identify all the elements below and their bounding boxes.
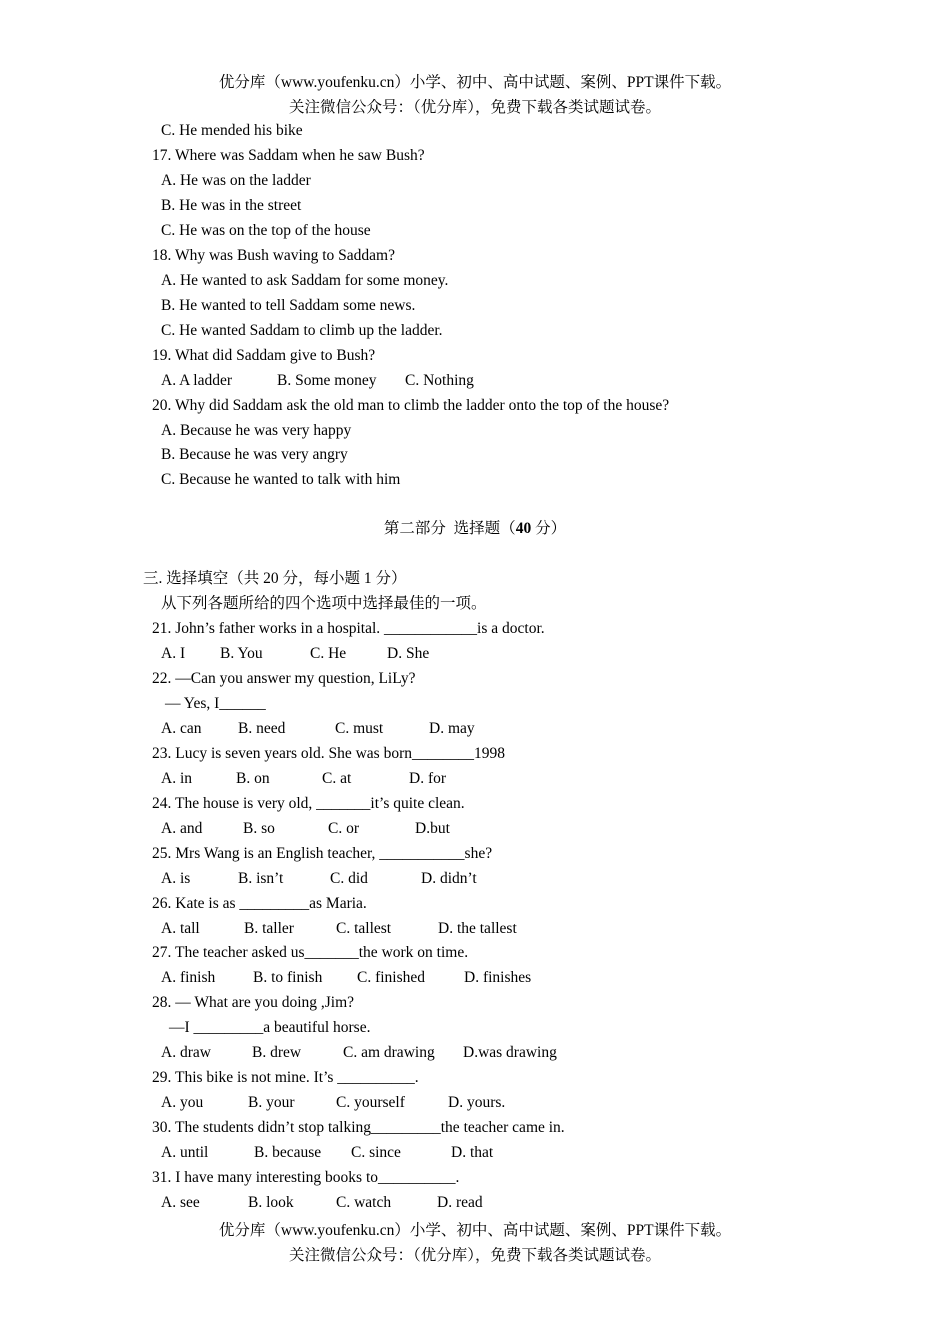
- q23-option-c: C. at: [322, 770, 352, 787]
- q31-option-c: C. watch: [336, 1194, 392, 1211]
- q30-option-d: D. that: [451, 1144, 494, 1161]
- q30-option-b: B. because: [254, 1144, 322, 1161]
- q25-stem: 25. Mrs Wang is an English teacher, ___________she?: [152, 845, 493, 862]
- q27-stem: 27. The teacher asked us_______the work on time.: [152, 944, 469, 961]
- q30-option-a: A. until: [161, 1144, 209, 1161]
- q20-stem: 20. Why did Saddam ask the old man to climb the ladder onto the top of the house?: [152, 397, 670, 414]
- q23-option-a: A. in: [161, 770, 192, 787]
- section-instruction: 从下列各题所给的四个选项中选择最佳的一项。: [161, 595, 487, 612]
- q20-option-b: B. Because he was very angry: [161, 446, 348, 463]
- q21-option-c: C. He: [310, 645, 347, 662]
- q26-option-a: A. tall: [161, 920, 200, 937]
- q24-option-a: A. and: [161, 820, 203, 837]
- q31-stem: 31. I have many interesting books to__________.: [152, 1169, 460, 1186]
- q22-reply: — Yes, I______: [165, 695, 266, 712]
- q24-option-b: B. so: [243, 820, 275, 837]
- q27-option-b: B. to finish: [253, 969, 323, 986]
- q19-option-c: C. Nothing: [405, 372, 474, 389]
- q21-stem: 21. John’s father works in a hospital. ____________is a doctor.: [152, 620, 545, 637]
- q31-option-a: A. see: [161, 1194, 200, 1211]
- q20-option-c: C. Because he wanted to talk with him: [161, 471, 401, 488]
- q25-option-a: A. is: [161, 870, 191, 887]
- q31-options: [0, 1193, 950, 1293]
- header-line-1: 优分库（www.youfenku.cn）小学、初中、高中试题、案例、PPT课件下载。: [218, 74, 732, 91]
- q22-stem: 22. —Can you answer my question, LiLy?: [152, 670, 416, 687]
- q29-option-c: C. yourself: [336, 1094, 405, 1111]
- q26-option-c: C. tallest: [336, 920, 392, 937]
- q26-stem: 26. Kate is as _________as Maria.: [152, 895, 367, 912]
- q17-option-b: B. He was in the street: [161, 197, 302, 214]
- q20-option-a: A. Because he was very happy: [161, 422, 352, 439]
- q22-option-c: C. must: [335, 720, 384, 737]
- q31-option-b: B. look: [248, 1194, 294, 1211]
- q28-option-a: A. draw: [161, 1044, 211, 1061]
- header-line-2: 关注微信公众号：（优分库），免费下载各类试题试卷。: [288, 99, 661, 116]
- q19-option-b: B. Some money: [277, 372, 377, 389]
- q19-option-a: A. A ladder: [161, 372, 233, 389]
- q18-option-c: C. He wanted Saddam to climb up the ladder.: [161, 322, 443, 339]
- q24-option-d: D.but: [415, 820, 450, 837]
- q22-option-b: B. need: [238, 720, 286, 737]
- q22-option-d: D. may: [429, 720, 475, 737]
- q18-option-a: A. He wanted to ask Saddam for some money.: [161, 272, 449, 289]
- q18-stem: 18. Why was Bush waving to Saddam?: [152, 247, 395, 264]
- footer-line-2: 关注微信公众号：（优分库），免费下载各类试题试卷。: [288, 1247, 661, 1264]
- q24-stem: 24. The house is very old, _______it’s quite clean.: [152, 795, 465, 812]
- q17-option-a: A. He was on the ladder: [161, 172, 311, 189]
- q25-option-b: B. isn’t: [238, 870, 284, 887]
- q30-stem: 30. The students didn’t stop talking_________the teacher came in.: [152, 1119, 565, 1136]
- q21-option-a: A. I: [161, 645, 186, 662]
- q27-option-c: C. finished: [357, 969, 426, 986]
- q29-stem: 29. This bike is not mine. It’s __________.: [152, 1069, 419, 1086]
- q18-option-b: B. He wanted to tell Saddam some news.: [161, 297, 416, 314]
- q28-option-b: B. drew: [252, 1044, 302, 1061]
- q28-stem: 28. — What are you doing ,Jim?: [152, 994, 355, 1011]
- q21-option-d: D. She: [387, 645, 430, 662]
- section-heading: 三. 选择填空（共 20 分，每小题 1 分）: [143, 570, 407, 587]
- q31-option-d: D. read: [437, 1194, 483, 1211]
- q26-option-b: B. taller: [244, 920, 294, 937]
- q19-stem: 19. What did Saddam give to Bush?: [152, 347, 376, 364]
- q28-reply: —I _________a beautiful horse.: [169, 1019, 371, 1036]
- q29-option-d: D. yours.: [448, 1094, 506, 1111]
- q29-option-a: A. you: [161, 1094, 204, 1111]
- q27-option-d: D. finishes: [464, 969, 532, 986]
- q21-option-b: B. You: [220, 645, 263, 662]
- q30-option-c: C. since: [351, 1144, 401, 1161]
- q28-option-c: C. am drawing: [343, 1044, 435, 1061]
- part2-title: 第二部分 选择题（40 分）: [383, 520, 567, 537]
- q17-option-c: C. He was on the top of the house: [161, 222, 371, 239]
- q25-option-d: D. didn’t: [421, 870, 477, 887]
- q23-stem: 23. Lucy is seven years old. She was born________1998: [152, 745, 506, 762]
- q25-option-c: C. did: [330, 870, 368, 887]
- footer-line-1: 优分库（www.youfenku.cn）小学、初中、高中试题、案例、PPT课件下载。: [218, 1222, 732, 1239]
- q24-option-c: C. or: [328, 820, 359, 837]
- q29-option-b: B. your: [248, 1094, 295, 1111]
- q26-option-d: D. the tallest: [438, 920, 517, 937]
- q23-option-d: D. for: [409, 770, 447, 787]
- q27-option-a: A. finish: [161, 969, 216, 986]
- q16-option-c: C. He mended his bike: [161, 122, 303, 139]
- q28-option-d: D.was drawing: [463, 1044, 557, 1061]
- q22-option-a: A. can: [161, 720, 202, 737]
- q17-stem: 17. Where was Saddam when he saw Bush?: [152, 147, 425, 164]
- q23-option-b: B. on: [236, 770, 270, 787]
